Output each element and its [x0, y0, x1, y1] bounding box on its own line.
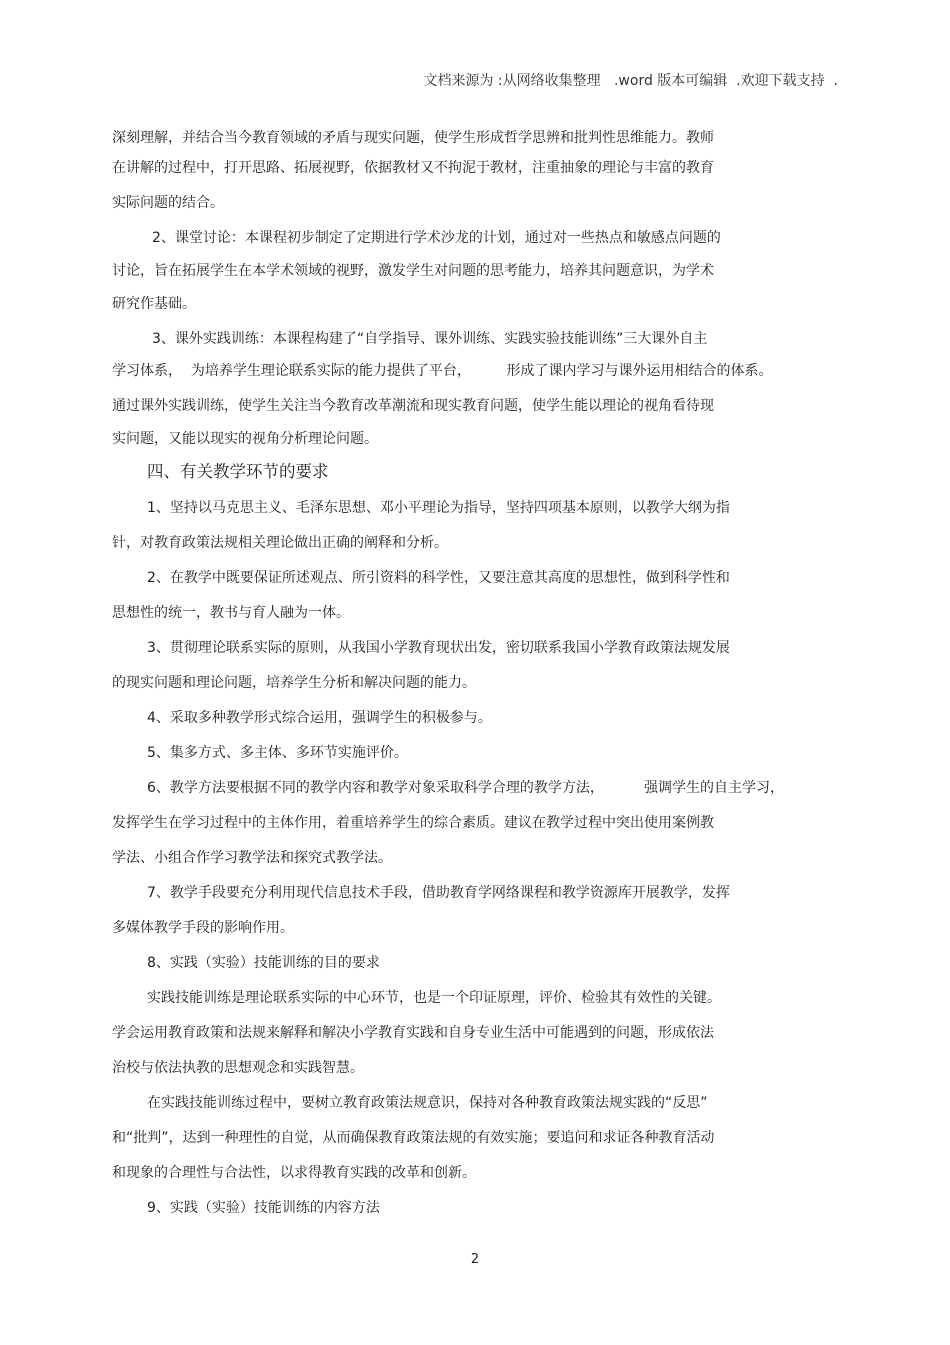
page-number: 2 — [470, 1252, 480, 1267]
paragraph-line: 学法、小组合作学习教学法和探究式教学法。 — [112, 850, 392, 866]
paragraph-line: 和现象的合理性与合法性，以求得教育实践的改革和创新。 — [112, 1165, 476, 1181]
paragraph-line: 实际问题的结合。 — [112, 195, 224, 211]
paragraph-line: 3、贯彻理论联系实际的原则，从我国小学教育现状出发，密切联系我国小学教育政策法规发展 — [147, 640, 730, 656]
paragraph-line: 发挥学生在学习过程中的主体作用，着重培养学生的综合素质。建议在教学过程中突出使用案例教 — [112, 815, 714, 831]
paragraph-line: 通过课外实践训练，使学生关注当今教育改革潮流和现实教育问题，使学生能以理论的视角看待现 — [112, 398, 714, 414]
paragraph-line: 的现实问题和理论问题，培养学生分析和解决问题的能力。 — [112, 675, 476, 691]
paragraph-line: 在实践技能训练过程中，要树立教育政策法规意识，保持对各种教育政策法规实践的“反思” — [147, 1095, 708, 1111]
paragraph-line: 在讲解的过程中，打开思路、拓展视野，依据教材又不拘泥于教材，注重抽象的理论与丰富的教育 — [112, 160, 714, 176]
page-header: 文档来源为 :从网络收集整理 .word 版本可编辑 .欢迎下载支持 . — [423, 73, 838, 89]
paragraph-line: 实践技能训练是理论联系实际的中心环节，也是一个印证原理，评价、检验其有效性的关键。 — [147, 990, 721, 1006]
paragraph-line: 针，对教育政策法规相关理论做出正确的阐释和分析。 — [112, 535, 448, 551]
paragraph-line: 3、课外实践训练：本课程构建了“自学指导、课外训练、实践实验技能训练”三大课外自主 — [152, 331, 708, 347]
paragraph-line: 2、在教学中既要保证所述观点、所引资料的科学性，又要注意其高度的思想性，做到科学性和 — [147, 570, 730, 586]
paragraph-line: 4、采取多种教学形式综合运用，强调学生的积极参与。 — [147, 710, 492, 726]
paragraph-line: 治校与依法执教的思想观念和实践智慧。 — [112, 1060, 364, 1076]
paragraph-line: 6、教学方法要根据不同的教学内容和教学对象采取科学合理的教学方法， 强调学生的自主学习， — [147, 780, 784, 796]
paragraph-line: 2、课堂讨论：本课程初步制定了定期进行学术沙龙的计划，通过对一些热点和敏感点问题的 — [152, 230, 721, 246]
subsection-heading: 8、实践（实验）技能训练的目的要求 — [147, 955, 380, 971]
paragraph-line: 7、教学手段要充分利用现代信息技术手段，借助教育学网络课程和教学资源库开展教学，发挥 — [147, 885, 730, 901]
paragraph-line: 1、坚持以马克思主义、毛泽东思想、邓小平理论为指导，坚持四项基本原则，以教学大纲为指 — [147, 500, 730, 516]
subsection-heading: 9、实践（实验）技能训练的内容方法 — [147, 1200, 380, 1216]
section-heading: 四、有关教学环节的要求 — [147, 462, 329, 481]
paragraph-line: 讨论，旨在拓展学生在本学术领域的视野，激发学生对问题的思考能力，培养其问题意识，为学术 — [112, 263, 714, 279]
paragraph-line: 和“批判”，达到一种理性的自觉，从而确保教育政策法规的有效实施；要追问和求证各种教育活动 — [112, 1130, 715, 1146]
paragraph-line: 研究作基础。 — [112, 296, 196, 312]
paragraph-line: 学会运用教育政策和法规来解释和解决小学教育实践和自身专业生活中可能遇到的问题，形成依法 — [112, 1025, 714, 1041]
paragraph-line: 思想性的统一，教书与育人融为一体。 — [112, 605, 350, 621]
paragraph-line: 深刻理解，并结合当今教育领域的矛盾与现实问题，使学生形成哲学思辨和批判性思维能力。教师 — [112, 130, 714, 146]
paragraph-line: 实问题，又能以现实的视角分析理论问题。 — [112, 431, 378, 447]
paragraph-line: 多媒体教学手段的影响作用。 — [112, 920, 294, 936]
paragraph-line: 5、集多方式、多主体、多环节实施评价。 — [147, 745, 408, 761]
paragraph-line: 学习体系， 为培养学生理论联系实际的能力提供了平台， 形成了课内学习与课外运用相结合的体系。 — [112, 363, 773, 379]
